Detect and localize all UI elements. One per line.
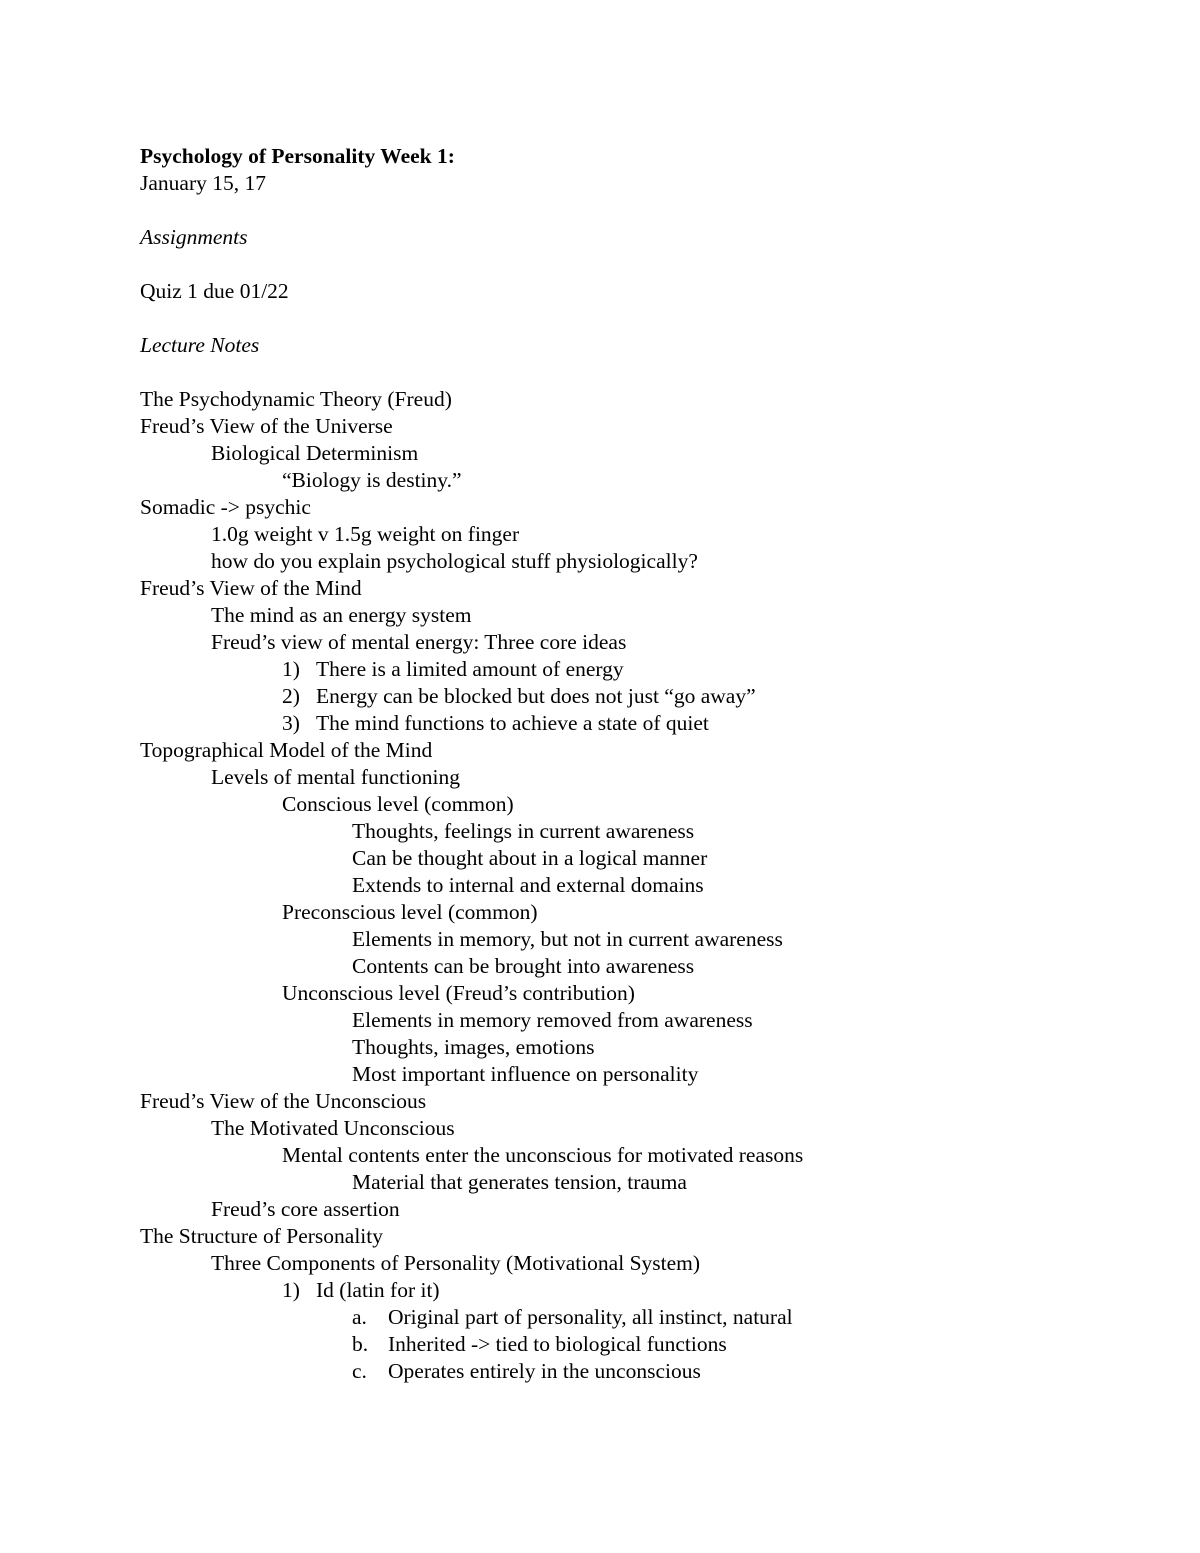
note-line: Freud’s View of the Mind — [140, 576, 362, 600]
note-line: The mind functions to achieve a state of quiet — [316, 711, 709, 735]
note-line: Thoughts, feelings in current awareness — [352, 819, 695, 843]
note-line: The Psychodynamic Theory (Freud) — [140, 387, 452, 411]
list-letter: a. — [352, 1305, 367, 1329]
note-line: The Motivated Unconscious — [211, 1116, 455, 1140]
list-number: 1) — [282, 1278, 300, 1302]
note-line: Levels of mental functioning — [211, 765, 460, 789]
note-line: Extends to internal and external domains — [352, 873, 704, 897]
note-line: Somadic -> psychic — [140, 495, 311, 519]
note-line: Elements in memory, but not in current awareness — [352, 927, 783, 951]
list-number: 2) — [282, 684, 300, 708]
note-line: Id (latin for it) — [316, 1278, 440, 1302]
note-line: Topographical Model of the Mind — [140, 738, 433, 762]
note-line: Preconscious level (common) — [282, 900, 538, 924]
note-line: Unconscious level (Freud’s contribution) — [282, 981, 635, 1005]
note-line: Freud’s View of the Universe — [140, 414, 393, 438]
note-line: Most important influence on personality — [352, 1062, 699, 1086]
document-title: Psychology of Personality Week 1: — [140, 144, 455, 168]
note-line: Three Components of Personality (Motivational System) — [211, 1251, 701, 1275]
list-number: 3) — [282, 711, 300, 735]
note-line: Biological Determinism — [211, 441, 419, 465]
note-line: Elements in memory removed from awareness — [352, 1008, 753, 1032]
list-letter: c. — [352, 1359, 367, 1383]
note-line: Mental contents enter the unconscious for motivated reasons — [282, 1143, 804, 1167]
note-line: “Biology is destiny.” — [282, 468, 462, 492]
note-line: Original part of personality, all instinct, natural — [388, 1305, 793, 1329]
note-line: Thoughts, images, emotions — [352, 1035, 595, 1059]
note-line: how do you explain psychological stuff physiologically? — [211, 549, 698, 573]
note-line: Freud’s View of the Unconscious — [140, 1089, 427, 1113]
note-line: Can be thought about in a logical manner — [352, 846, 708, 870]
note-line: Freud’s core assertion — [211, 1197, 400, 1221]
document-dates: January 15, 17 — [140, 171, 266, 195]
note-line: Inherited -> tied to biological functions — [388, 1332, 727, 1356]
note-line: 1.0g weight v 1.5g weight on finger — [211, 522, 520, 546]
note-line: Energy can be blocked but does not just “go away” — [316, 684, 756, 708]
assignment-item: Quiz 1 due 01/22 — [140, 279, 289, 303]
list-number: 1) — [282, 657, 300, 681]
note-line: Material that generates tension, trauma — [352, 1170, 687, 1194]
note-line: There is a limited amount of energy — [316, 657, 624, 681]
note-line: The mind as an energy system — [211, 603, 472, 627]
note-line: Operates entirely in the unconscious — [388, 1359, 701, 1383]
list-letter: b. — [352, 1332, 369, 1356]
note-line: Conscious level (common) — [282, 792, 514, 816]
assignments-heading: Assignments — [140, 225, 248, 249]
note-line: Contents can be brought into awareness — [352, 954, 695, 978]
note-line: Freud’s view of mental energy: Three core ideas — [211, 630, 627, 654]
lecture-notes-heading: Lecture Notes — [140, 333, 260, 357]
note-line: The Structure of Personality — [140, 1224, 384, 1248]
